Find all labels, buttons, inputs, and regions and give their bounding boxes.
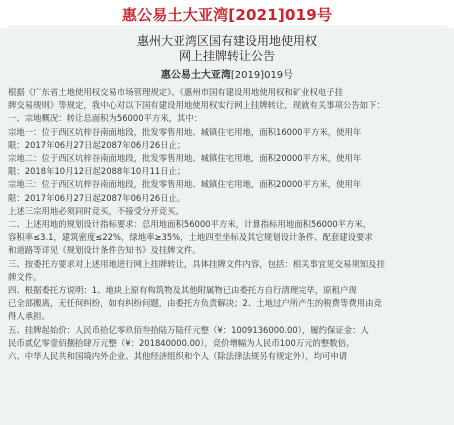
body-line: 一、宗地概况：转让总面积为56000平方米，其中： [8, 113, 203, 124]
body-line: 二、上述用地的规划设计指标要求：总用地面积56000平方米，计算指标用地面积56000平方米， [8, 219, 372, 230]
announcement-title [0, 34, 454, 64]
body-line: 民币贰亿零壹佰捌拾肆万元整（¥：201840000.00），竞价增幅为人民币100万元的整数倍。 [8, 337, 355, 348]
body-line: 宗地二：位于西区坑梓谷南面地段，批发零售用地、城镇住宅用地，面积20000平方米，使用年 [8, 153, 362, 164]
body-line: 六、中华人民共和国境内外企业、其他经济组织和个人（除法律法规另有规定外），均可申请 [8, 351, 348, 362]
body-line: 五、挂牌起始价：人民币拾亿零玖佰叁拾陆万陆仟元整（¥：1009136000.00），履约保证金：人 [8, 324, 369, 335]
body-line: 根据《广东省土地使用权交易市场管理规定》、《惠州市国有建设用地使用权和矿业权电子挂 [8, 87, 343, 97]
announcement-number-prefix: 惠公易土大亚湾 [160, 70, 231, 81]
page-title: 惠公易土大亚湾[2021]019号 [121, 6, 333, 24]
body-line: 牌文件。 [8, 271, 42, 282]
body-line: 已全部搬离，无任何纠纷，如有纠纷问题，由委托方负责解决；2、土地过户所产生的税费等费用由竞 [8, 298, 382, 309]
header-divider [8, 26, 446, 27]
announcement-number-suffix: [2019]019号 [230, 70, 294, 81]
body-line: 上述三宗用地必须同时竞买，不接受分开竞买。 [8, 205, 184, 216]
announcement-body [8, 86, 446, 363]
announcement-image [0, 28, 454, 425]
body-line: 和道路等详见《规划设计条件告知书》及挂牌文件。 [8, 245, 201, 256]
body-line: 限：2017年06月27日起2087年06月26日止。 [8, 192, 186, 203]
body-line: 容积率≤3.1，建筑密度≤22%，绿地率≥35%，土地四至坐标及其它规划设计条件、配套建设要求 [8, 232, 373, 243]
body-line: 宗地一：位于西区坑梓谷南面地段，批发零售用地、城镇住宅用地，面积16000平方米，使用年 [8, 126, 362, 137]
body-line: 牌交易规则》等规定，我中心对以下国有建设用地使用权实行网上挂牌转让，现就有关事项公告如下： [8, 100, 385, 111]
body-line: 限：2017年06月27日起2087年06月26日止； [8, 139, 186, 150]
body-line: 得人承担。 [8, 311, 50, 322]
body-line: 四、根据委托方说明：1、地块上原有构筑物及其他附属物已由委托方自行清理完毕，原租户现 [8, 285, 357, 296]
announcement-number [0, 66, 454, 81]
header-band [0, 0, 454, 28]
body-line: 宗地三：位于西区坑梓谷南面地段，批发零售用地、城镇住宅用地，面积20000平方米，使用年 [8, 179, 362, 190]
body-line: 限：2018年10月12日起2088年10月11日止； [8, 166, 186, 177]
announcement-title-line1: 惠州大亚湾区国有建设用地使用权 [136, 34, 317, 48]
announcement-title-line2: 网上挂牌转让公告 [178, 49, 275, 63]
body-line: 三、按委托方要求对上述用地进行网上挂牌转让，具体挂牌文件内容，包括：相关事宜见交易须知及挂 [8, 258, 385, 269]
